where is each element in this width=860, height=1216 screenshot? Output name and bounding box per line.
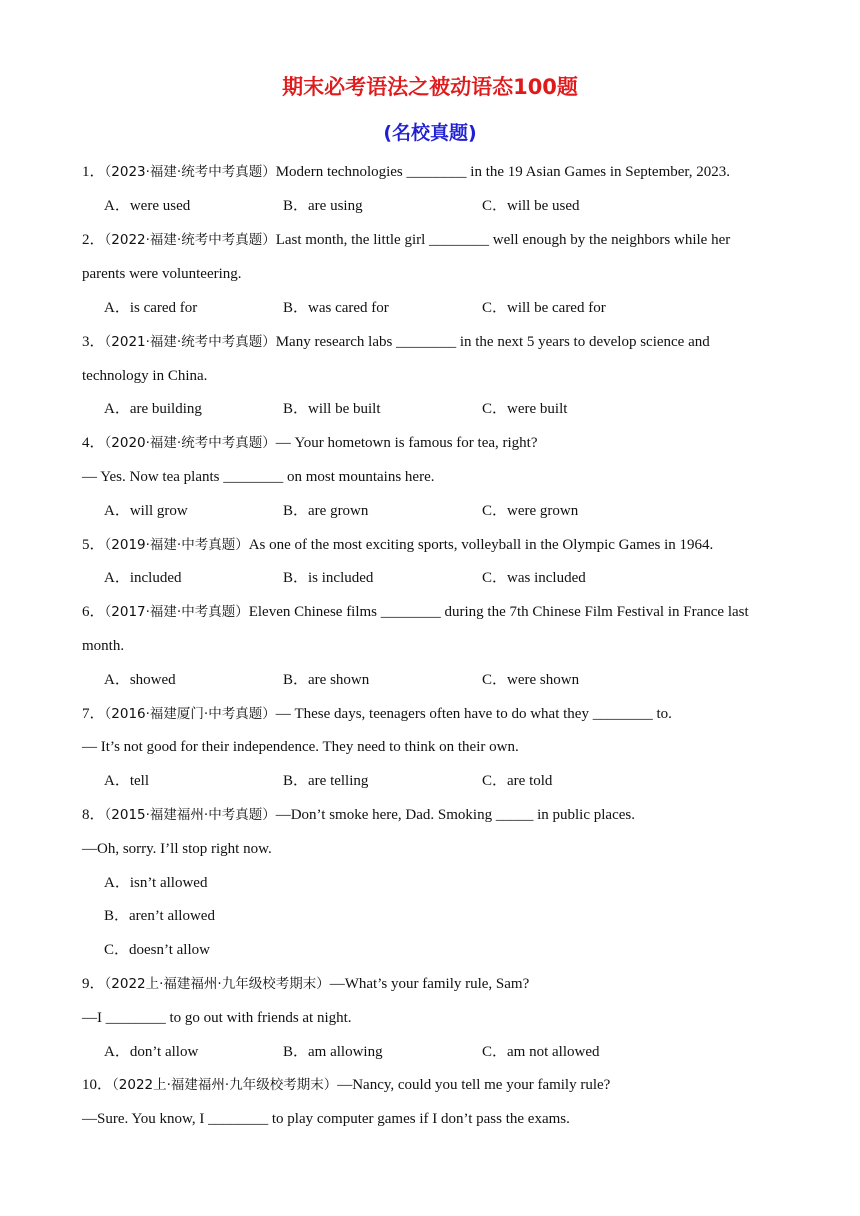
question-5-option-c: C．was included: [482, 570, 586, 586]
question-10-stem: 10．（2022上·福建福州·九年级校考期末）—Nancy, could you tell me your family rule?: [82, 1077, 611, 1093]
question-4-stem-cont: — Yes. Now tea plants ________ on most mountains here.: [82, 469, 435, 485]
page-subtitle: (名校真题): [383, 122, 477, 144]
question-6-option-a: A．showed: [104, 672, 176, 688]
question-4-option-a: A．will grow: [104, 503, 188, 519]
question-5-option-a: A．included: [104, 570, 182, 586]
question-7-option-a: A．tell: [104, 773, 149, 789]
question-7-option-c: C．are told: [482, 773, 553, 789]
question-3-option-a: A．are building: [104, 401, 202, 417]
question-5-stem: 5．（2019·福建·中考真题）As one of the most exciting sports, volleyball in the Olympic Games in 1964.: [82, 537, 714, 553]
question-9-stem: 9．（2022上·福建福州·九年级校考期末）—What’s your family rule, Sam?: [82, 976, 530, 992]
question-1-option-b: B．are using: [283, 198, 363, 214]
question-2-stem: 2．（2022·福建·统考中考真题）Last month, the little girl ________ well enough by the neighbors while her: [82, 232, 731, 248]
question-3-option-b: B．will be built: [283, 401, 381, 417]
question-1-stem: 1．（2023·福建·统考中考真题）Modern technologies ________ in the 19 Asian Games in September, 2023.: [82, 164, 731, 180]
question-7-stem-cont: — It’s not good for their independence. They need to think on their own.: [82, 739, 519, 755]
page-title: 期末必考语法之被动语态100题: [282, 75, 578, 99]
question-2-option-c: C．will be cared for: [482, 300, 606, 316]
question-2-stem-cont: parents were volunteering.: [82, 266, 242, 282]
question-4-stem: 4．（2020·福建·统考中考真题）— Your hometown is famous for tea, right?: [82, 435, 538, 451]
question-6-option-b: B．are shown: [283, 672, 370, 688]
question-2-option-b: B．was cared for: [283, 300, 389, 316]
question-4-option-b: B．are grown: [283, 503, 369, 519]
question-8-option-c: C．doesn’t allow: [104, 942, 210, 958]
question-10-stem-cont: —Sure. You know, I ________ to play computer games if I don’t pass the exams.: [82, 1111, 570, 1127]
question-6-stem-cont: month.: [82, 638, 125, 654]
question-9-stem-cont: —I ________ to go out with friends at night.: [82, 1010, 352, 1026]
question-1-option-c: C．will be used: [482, 198, 580, 214]
question-3-option-c: C．were built: [482, 401, 568, 417]
question-8-stem-cont: —Oh, sorry. I’ll stop right now.: [82, 841, 272, 857]
question-8-option-b: B．aren’t allowed: [104, 908, 215, 924]
question-3-stem: 3．（2021·福建·统考中考真题）Many research labs ________ in the next 5 years to develop science and: [82, 334, 710, 350]
question-7-option-b: B．are telling: [283, 773, 369, 789]
question-8-option-a: A．isn’t allowed: [104, 875, 208, 891]
question-9-option-c: C．am not allowed: [482, 1044, 600, 1060]
question-7-stem: 7．（2016·福建厦门·中考真题）— These days, teenagers often have to do what they ________ to.: [82, 706, 672, 722]
question-5-option-b: B．is included: [283, 570, 374, 586]
question-4-option-c: C．were grown: [482, 503, 579, 519]
question-2-option-a: A．is cared for: [104, 300, 198, 316]
question-8-stem: 8．（2015·福建福州·中考真题）—Don’t smoke here, Dad. Smoking _____ in public places.: [82, 807, 635, 823]
question-9-option-b: B．am allowing: [283, 1044, 383, 1060]
question-6-stem: 6．（2017·福建·中考真题）Eleven Chinese films ________ during the 7th Chinese Film Festival in France last: [82, 604, 749, 620]
question-1-option-a: A．were used: [104, 198, 191, 214]
question-9-option-a: A．don’t allow: [104, 1044, 199, 1060]
question-3-stem-cont: technology in China.: [82, 368, 208, 384]
question-6-option-c: C．were shown: [482, 672, 580, 688]
